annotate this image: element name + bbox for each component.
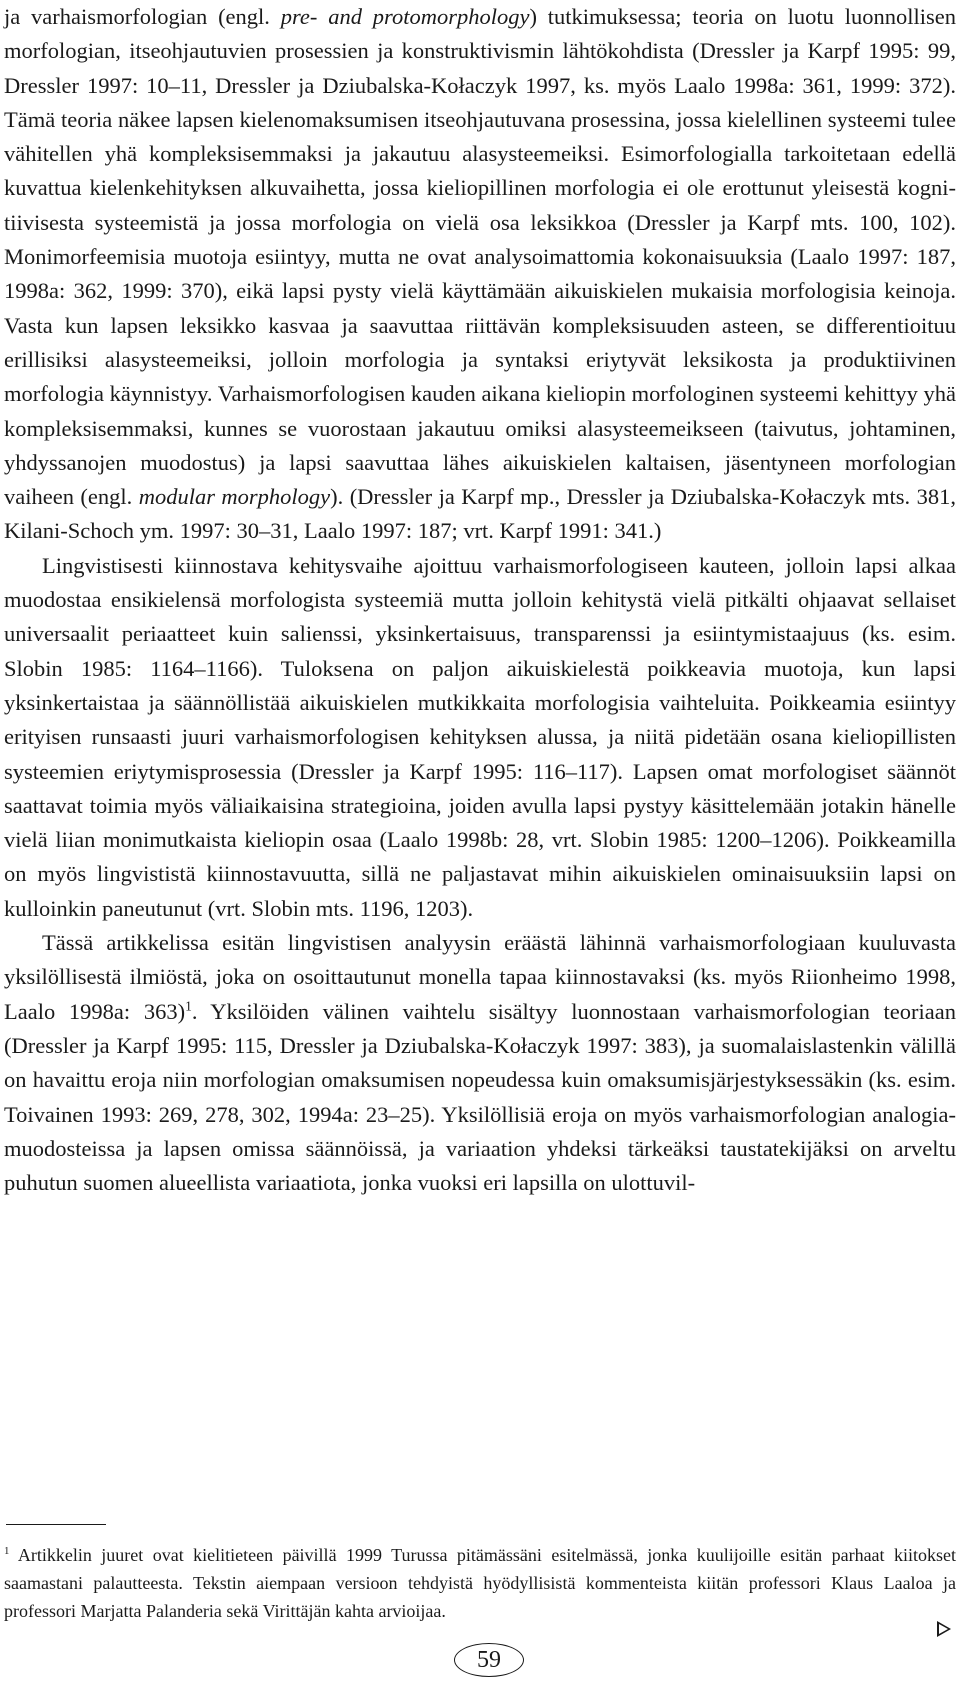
- footnote-text: Artikkelin juuret ovat kielitieteen päivillä 1999 Turussa pitämässäni esitelmässä, jonka kuulijoille esitän parhaat kiitokset saamastani palautteesta. Tekstin aiempaan versioon tehdyistä hyödyllisistä kommenteista kiitän professori Klaus Laaloa ja professori Marjatta Palanderia sekä Virittäjän kahta arvioijaa.: [4, 1545, 956, 1621]
- text-run: ). (Dressler ja Karpf mp., Dressler ja Dziubalska-Kołaczyk mts. 381, Kilani-Schoch ym. 1997: 30–31, Laalo 1997: 187; vrt. Karpf 1991: 341.): [4, 484, 956, 544]
- italic-term: modular morphology: [138, 484, 331, 510]
- body-paragraph: [4, 926, 956, 1200]
- italic-term: pre- and protomorphology: [280, 4, 530, 29]
- footnote-marker: 1: [4, 1545, 10, 1557]
- footnote-paragraph: [4, 1541, 956, 1625]
- footnote-reference: 1: [185, 998, 192, 1014]
- body-text: [4, 0, 956, 1200]
- text-run: Tässä artikkelissa esitän lingvistisen analyysin eräästä lähinnä varhaismorfologiaan kuuluvasta yksilöllisestä ilmiöstä, joka on osoittautunut monella tapaa kiinnostavaksi (ks. myös Riionheimo 1998, Laalo 1998a: 363): [4, 930, 956, 1024]
- text-run: . Yksilöiden välinen vaihtelu sisältyy luonnostaan varhaismorfologian teoriaan (Dressler ja Karpf 1995: 115, Dressler ja Dziubalska-Kołaczyk 1997: 383), ja suomalaislastenkin välillä on havaittu eroja niin morfologian omaksumisen nopeudessa kuin omaksumisjärjestyksessäkin (ks. esim. Toivainen 1993: 269, 278, 302, 1994a: 23–25). Yksilöllisiä eroja on myös varhaismorfologian analogiamuodosteissa ja lapsen omissa säännöissä, ja variaation yhdeksi tärkeäksi taustatekijäksi on arveltu puhutun suomen alueellista variaatiota, jonka vuoksi eri lapsilla on ulottuvil-: [4, 998, 956, 1196]
- text-run: ) tutkimuksessa; teoria on luotu luonnollisen morfologian, itseohjautuvien prosessien ja konstruktivismin lähtökohdista (Dressler ja Karpf 1995: 99, Dressler 1997: 10–11, Dressler ja Dziubalska-Kołaczyk 1997, ks. myös Laalo 1998a: 361, 1999: 372). Tämä teoria näkee lapsen kielenomaksumisen itseohjautuvana prosessina, jossa kielellinen systeemi tulee vähitellen yhä kompleksisemmaksi ja jakautuu alasysteemeiksi. Esimorfologialla tarkoitetaan edellä kuvattua kielenkehityksen alkuvaihetta, jossa kieliopillinen morfologia ei ole erottunut yleisestä kognitiivisesta systeemistä ja jossa morfologia on vielä osa leksikkoa (Dressler ja Karpf mts. 100, 102). Monimorfeemisia muotoja esiintyy, mutta ne ovat analysoimattomia kokonaisuuksia (Laalo 1997: 187, 1998a: 362, 1999: 370), eikä lapsi pysty vielä käyttämään aikuiskielen mukaisia morfologisia keinoja. Vasta kun lapsen leksikko kasvaa ja saavuttaa riittävän kompleksisuuden asteen, se differentioituu erillisiksi alasysteemeiksi, jolloin morfologia ja syntaksi eriytyvät leksikosta ja produktiivinen morfologia käynnistyy. Varhaismorfologisen kauden aikana kieliopin morfologinen systeemi kehittyy yhä kompleksisemmaksi, kunnes se vuorostaan jakautuu omiksi alasysteemeikseen (taivutus, johtaminen, yhdyssanojen muodostus) ja lapsi saavuttaa lähes aikuiskielen kaltaisen, jäsentyneen morfologian vaiheen (engl.: [4, 4, 956, 510]
- page-number-label: 59: [477, 1646, 501, 1673]
- page-number: [454, 1643, 524, 1677]
- body-paragraph: [4, 549, 956, 926]
- body-paragraph: [4, 0, 956, 549]
- footnote-divider: [6, 1524, 106, 1525]
- next-page-triangle-icon: [937, 1621, 951, 1637]
- footnote: [4, 1541, 956, 1625]
- text-run: Lingvistisesti kiinnostava kehitysvaihe ajoittuu varhaismorfologiseen kauteen, jolloin lapsi alkaa muodostaa ensikielensä morfologista systeemiä mutta jolloin kehitystä vielä pitkälti ohjaavat sellaiset universaalit periaatteet kuin salienssi, yksinkertaisuus, transparenssi ja esiintymistaajuus (ks. esim. Slobin 1985: 1164–1166). Tuloksena on paljon aikuiskielestä poikkeavia muotoja, kun lapsi yksinkertaistaa ja säännöllistää aikuiskielen mutkikkaita morfologisia vaihteluita. Poikkeamia esiintyy erityisen runsaasti juuri varhaismorfologisen kehityksen alussa, ja niitä pidetään osana kieliopillisten systeemien eriytymisprosessia (Dressler ja Karpf 1995: 116–117). Lapsen omat morfologiset säännöt saattavat toimia myös väliaikaisina strategioina, joiden avulla lapsi pystyy käsittelemään jotakin hänelle vielä liian monimutkaista kieliopin osaa (Laalo 1998b: 28, vrt. Slobin 1985: 1200–1206). Poikkeamilla on myös lingvististä kiinnostavuutta, sillä ne paljastavat mihin aikuiskielen ominaisuuksiin lapsi on kulloinkin paneutunut (vrt. Slobin mts. 1196, 1203).: [4, 552, 956, 921]
- text-run: ja varhaismorfologian (engl.: [4, 4, 281, 29]
